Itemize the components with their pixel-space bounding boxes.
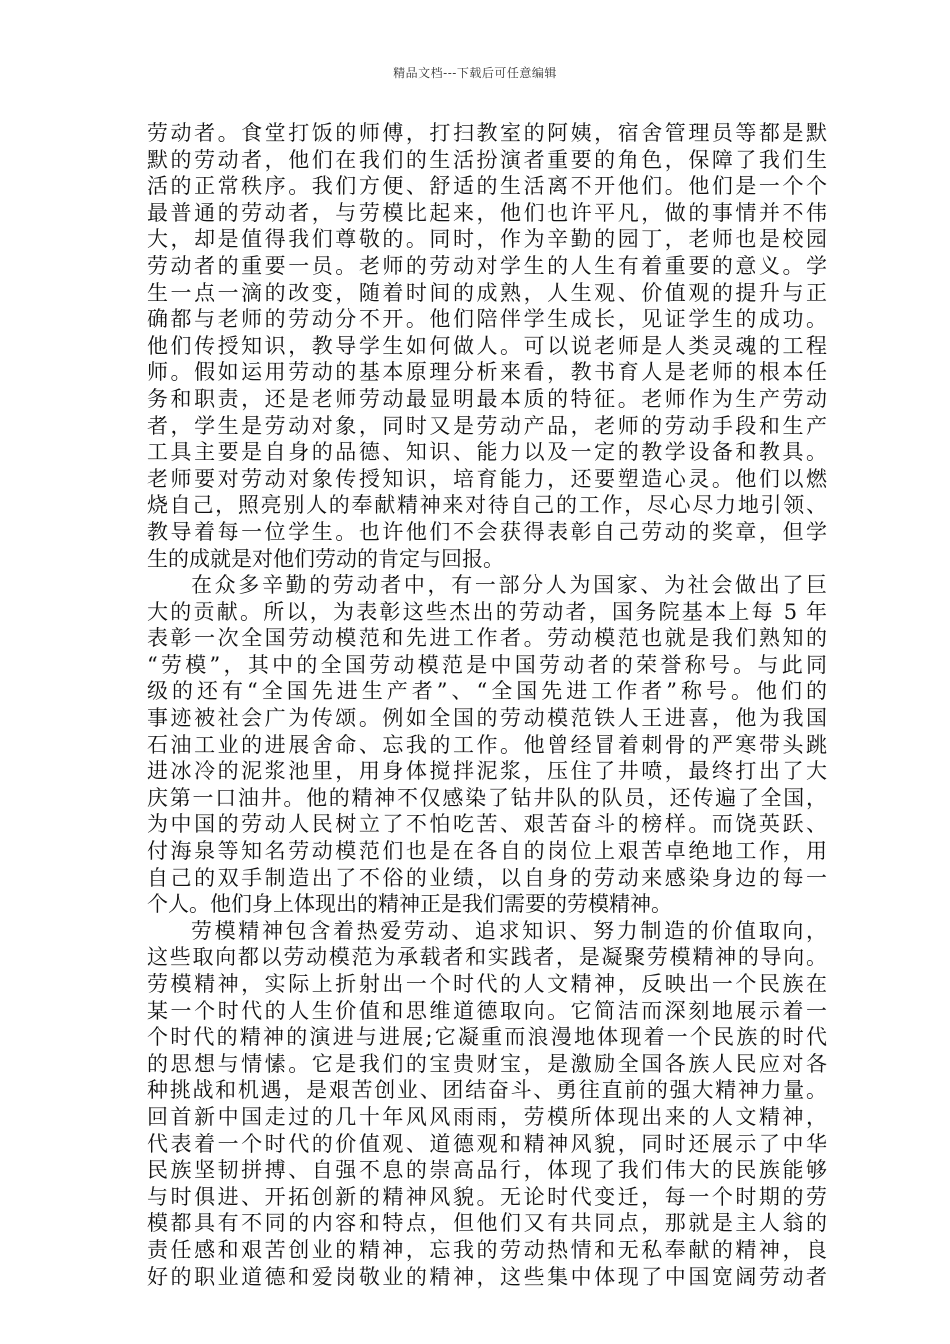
document-body — [147, 120, 827, 1290]
text-line: 默的劳动者，他们在我们的生活扮演者重要的角色，保障了我们生 — [147, 147, 827, 172]
text-line: 回首新中国走过的几十年风风雨雨，劳模所体现出来的人文精神， — [147, 1104, 827, 1129]
text-line: 庆第一口油井。他的精神不仅感染了钻井队的队员，还传遍了全国， — [147, 785, 827, 810]
text-line: 与时俱进、开拓创新的精神风貌。无论时代变迁，每一个时期的劳 — [147, 1184, 827, 1209]
text-line: 教导着每一位学生。也许他们不会获得表彰自己劳动的奖章，但学 — [147, 519, 827, 544]
text-line: 付海泉等知名劳动模范们也是在各自的岗位上艰苦卓绝地工作，用 — [147, 839, 827, 864]
text-line: 在众多辛勤的劳动者中，有一部分人为国家、为社会做出了巨 — [191, 573, 827, 598]
text-line: 的思想与情愫。它是我们的宝贵财宝，是激励全国各族人民应对各 — [147, 1051, 827, 1076]
text-line: 这些取向都以劳动模范为承载者和实践者，是凝聚劳模精神的导向。 — [147, 945, 827, 970]
text-line: 劳动者。食堂打饭的师傅，打扫教室的阿姨，宿舍管理员等都是默 — [147, 121, 827, 145]
text-line: 责任感和艰苦创业的精神，忘我的劳动热情和无私奉献的精神，良 — [147, 1237, 827, 1262]
text-line: 老师要对劳动对象传授知识，培育能力，还要塑造心灵。他们以燃 — [147, 466, 827, 491]
text-line: 他们传授知识，教导学生如何做人。可以说老师是人类灵魂的工程 — [147, 333, 827, 358]
page-header: 精品文档---下载后可任意编辑 — [393, 66, 557, 80]
text-line: 个人。他们身上体现出的精神正是我们需要的劳模精神。 — [147, 892, 672, 917]
text-line: 个时代的精神的演进与进展;它凝重而浪漫地体现着一个民族的时代 — [147, 1025, 827, 1050]
text-line: 种挑战和机遇，是艰苦创业、团结奋斗、勇往直前的强大精神力量。 — [147, 1078, 827, 1103]
text-line: 级的还有“全国先进生产者”、“全国先进工作者”称号。他们的 — [147, 679, 827, 704]
text-line: 表彰一次全国劳动模范和先进工作者。劳动模范也就是我们熟知的 — [147, 626, 827, 651]
text-line: 民族坚韧拼搏、自强不息的崇高品行，体现了我们伟大的民族能够 — [147, 1158, 827, 1183]
text-line: 代表着一个时代的价值观、道德观和精神风貌，同时还展示了中华 — [147, 1131, 827, 1156]
text-line: 工具主要是自身的品德、知识、能力以及一定的教学设备和教具。 — [147, 440, 827, 465]
text-line: “劳模”，其中的全国劳动模范是中国劳动者的荣誉称号。与此同 — [147, 652, 827, 677]
text-line: 确都与老师的劳动分不开。他们陪伴学生成长，见证学生的成功。 — [147, 307, 827, 332]
paragraph — [147, 918, 827, 1290]
text-line: 为中国的劳动人民树立了不怕吃苦、艰苦奋斗的榜样。而饶英跃、 — [147, 812, 827, 837]
text-line: 生一点一滴的改变，随着时间的成熟，人生观、价值观的提升与正 — [147, 280, 827, 305]
text-line: 石油工业的进展舍命、忘我的工作。他曾经冒着刺骨的严寒带头跳 — [147, 732, 827, 757]
text-line: 大，却是值得我们尊敬的。同时，作为辛勤的园丁，老师也是校园 — [147, 227, 827, 252]
text-line: 劳模精神，实际上折射出一个时代的人文精神，反映出一个民族在 — [147, 972, 827, 996]
text-line: 最普通的劳动者，与劳模比起来，他们也许平凡，做的事情并不伟 — [147, 200, 827, 225]
text-line: 烧自己，照亮别人的奉献精神来对待自己的工作，尽心尽力地引领、 — [147, 493, 827, 518]
text-line: 大的贡献。所以，为表彰这些杰出的劳动者，国务院基本上每 5 年 — [147, 599, 827, 624]
text-line: 务和职责，还是老师劳动最显明最本质的特征。老师作为生产劳动 — [147, 386, 827, 411]
paragraph — [147, 120, 827, 572]
text-line: 进冰冷的泥浆池里，用身体搅拌泥浆，压住了井喷，最终打出了大 — [147, 759, 827, 784]
text-line: 某一个时代的人生价值和思维道德取向。它简洁而深刻地展示着一 — [147, 998, 827, 1023]
text-line: 生的成就是对他们劳动的肯定与回报。 — [147, 546, 504, 571]
text-line: 劳动者的重要一员。老师的劳动对学生的人生有着重要的意义。学 — [147, 253, 827, 278]
text-line: 自己的双手制造出了不俗的业绩，以自身的劳动来感染身边的每一 — [147, 865, 827, 890]
text-line: 者，学生是劳动对象，同时又是劳动产品，老师的劳动手段和生产 — [147, 413, 827, 438]
text-line: 事迹被社会广为传颂。例如全国的劳动模范铁人王进喜，他为我国 — [147, 706, 827, 731]
text-line: 活的正常秩序。我们方便、舒适的生活离不开他们。他们是一个个 — [147, 174, 827, 199]
text-line: 劳模精神包含着热爱劳动、追求知识、努力制造的价值取向， — [191, 918, 827, 943]
text-line: 好的职业道德和爱岗敬业的精神，这些集中体现了中国宽阔劳动者 — [147, 1264, 827, 1289]
text-line: 模都具有不同的内容和特点，但他们又有共同点，那就是主人翁的 — [147, 1211, 827, 1236]
paragraph — [147, 572, 827, 918]
text-line: 师。假如运用劳动的基本原理分析来看，教书育人是老师的根本任 — [147, 360, 827, 385]
